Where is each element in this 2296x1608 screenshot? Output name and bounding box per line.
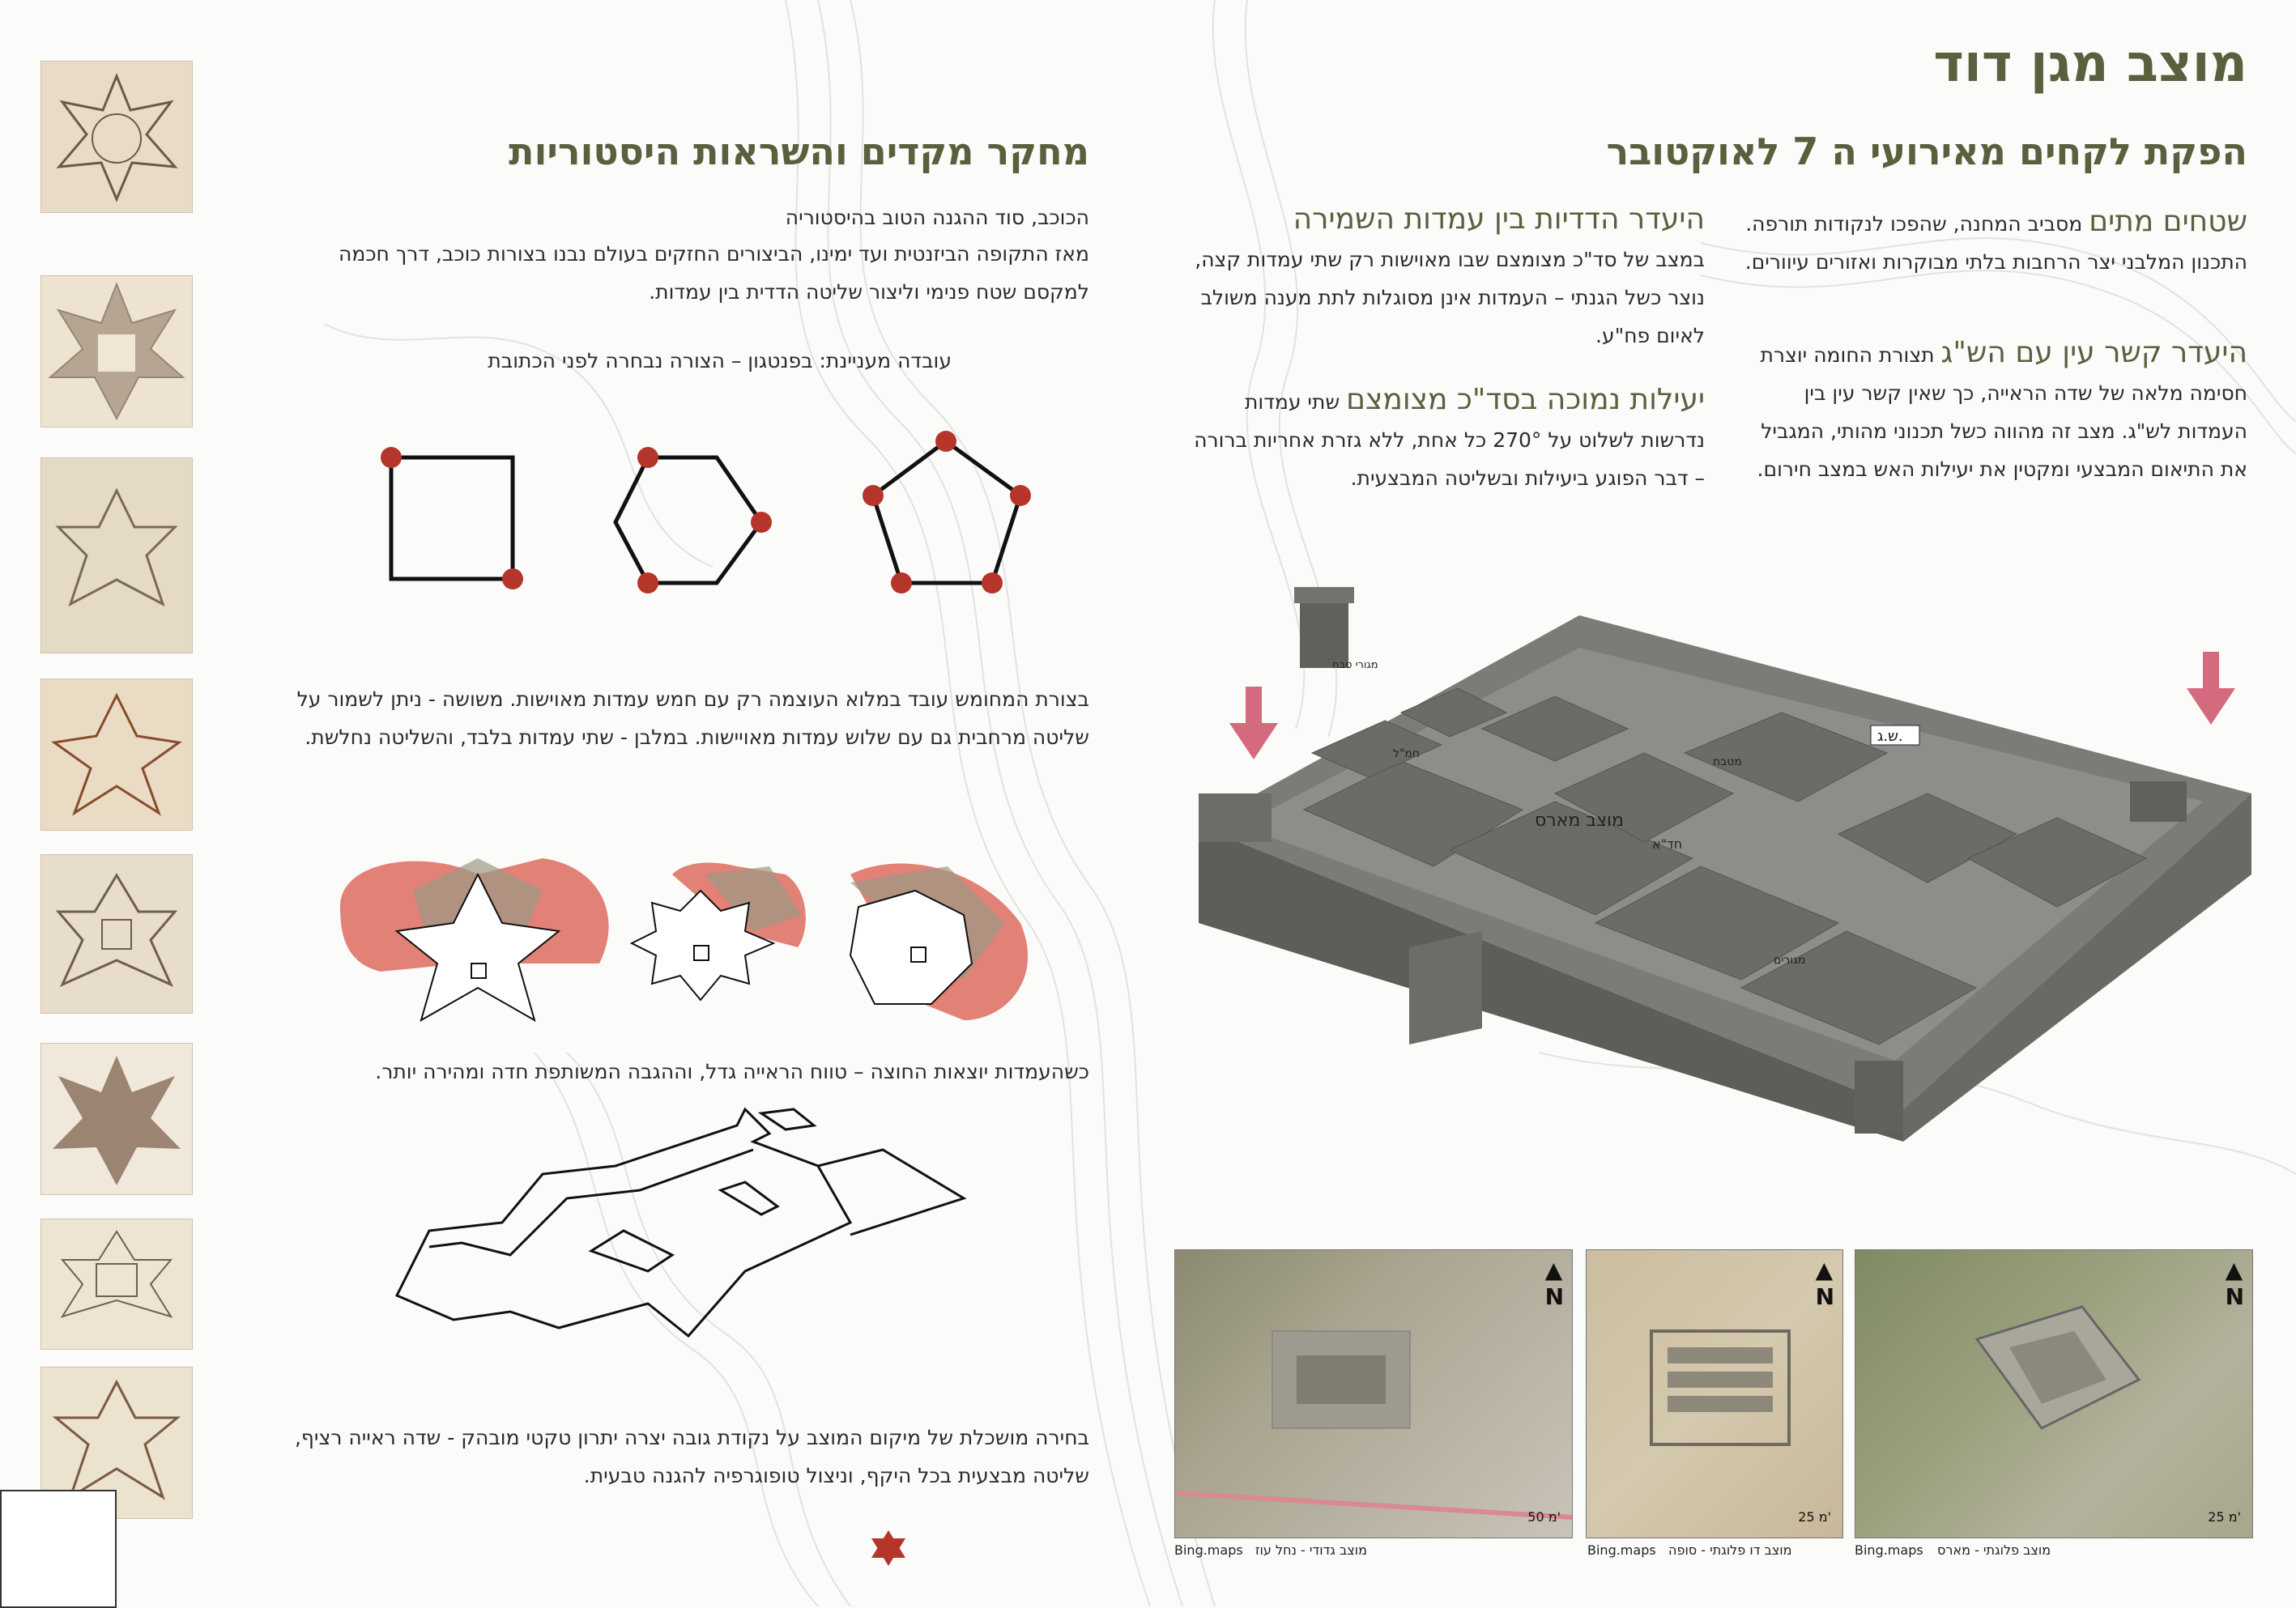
research-title: מחקר מקדים והשראות היסטוריות bbox=[509, 130, 1089, 173]
post-dot bbox=[1010, 485, 1031, 506]
fort-thumbnail-3 bbox=[40, 457, 193, 653]
fort-thumbnail-2 bbox=[40, 275, 193, 428]
post-dot bbox=[751, 512, 772, 533]
lessons-title: הפקת לקחים מאירועי ה 7 לאוקטובר bbox=[1606, 130, 2247, 173]
empty-frame bbox=[0, 1490, 117, 1608]
post-dot bbox=[502, 568, 523, 589]
fortress-sketch bbox=[381, 1101, 1029, 1352]
north-label: N bbox=[1544, 1283, 1564, 1310]
no-mutual-heading: היעדר הדדיות בין עמדות השמירה bbox=[1293, 202, 1705, 236]
north-arrow-icon: ▲ N bbox=[1815, 1257, 1834, 1310]
polygons-diagram bbox=[348, 421, 1061, 607]
guard-label: מגורי טבח bbox=[1332, 659, 1378, 671]
scale-label: 25 מ' bbox=[1798, 1509, 1831, 1525]
fort-thumbnail-1 bbox=[40, 61, 193, 213]
pentagon-text: בצורת המחומש עובד במלוא העוצמה רק עם חמש עמדות מאוישות. משושה - ניתן לשמור על שליטה מרחבית גם עם שלוש עמדות מאויישות. במלבן - שתי עמדות בלבד, והשליטה נחלשת. bbox=[296, 687, 1089, 749]
fort-thumbnail-5 bbox=[40, 854, 193, 1014]
bing-credit: Bing.maps bbox=[1587, 1542, 1656, 1558]
hadra-label: חד"א bbox=[1652, 836, 1683, 852]
outward-text: כשהעמדות יוצאות החוצה – טווח הראייה גדל, וההגבה המשותפת חדה ומהירה יותר. bbox=[375, 1060, 1089, 1083]
fort-thumbnail-7 bbox=[40, 1219, 193, 1350]
caption-1: מוצב פלוגתי - מארס bbox=[1937, 1542, 2051, 1558]
eight-point-star-field bbox=[632, 863, 806, 1000]
intro-line2: מאז התקופה הביזנטית ועד ימינו, הביצורים החזקים בעולם נבנו בצורות כוכב, דרך חכמה למקסם שטח פנימי וליצור שליטה הדדית בין עמדות. bbox=[339, 242, 1089, 304]
satellite-image-3 bbox=[1174, 1249, 1573, 1538]
six-point-star-field bbox=[340, 858, 609, 1020]
north-label: N bbox=[1815, 1283, 1834, 1310]
outpost-3d-model bbox=[1174, 583, 2268, 1142]
post-dot bbox=[863, 485, 884, 506]
site-text: בחירה מושכלת של מיקום המוצב על נקודת גובה יצרה יתרון טקטי מובהק - שדה ראייה רציף, שליטה מבצעית בכל היקף, וניצול טופוגרפיה להגנה טבעית. bbox=[294, 1426, 1089, 1487]
post-dot bbox=[982, 572, 1003, 593]
north-arrow-icon: ▲ N bbox=[1544, 1257, 1564, 1310]
pentagon-shape bbox=[873, 441, 1020, 583]
page-title: מוצב מגן דוד bbox=[1933, 34, 2247, 94]
dead-zones-text: מסביב המחנה, שהפכו לנקודות תורפה. התכנון המלבני יצר הרחבות בלתי מבוקרות ואזורים עיוורים. bbox=[1744, 212, 2247, 274]
no-mutual-text: במצב של סד"כ מצומצם שבו מאוישות רק שתי עמדות קצה, נוצר כשל הגנתי – העמדות אינן מסוגלות לתת מענה משולב לאיום פח"ע. bbox=[1195, 248, 1705, 347]
no-contact-block bbox=[1729, 334, 2247, 488]
scale-label: 50 מ' bbox=[1527, 1509, 1561, 1525]
satellite-image-1 bbox=[1855, 1249, 2253, 1538]
star-forts-diagram bbox=[332, 842, 1045, 1036]
hamal-label: חמ"ל bbox=[1393, 747, 1421, 760]
caption-3: מוצב גדודי - נחל עוז bbox=[1255, 1542, 1367, 1558]
fort-thumbnail-6 bbox=[40, 1043, 193, 1195]
low-efficiency-text: שתי עמדות נדרשות לשלוט על 270° כל אחת, ללא גזרת אחריות ברורה – דבר הפוגע ביעילות ובשליטה המבצעית. bbox=[1194, 390, 1705, 490]
gate-label: ש.ג. bbox=[1877, 728, 1903, 745]
scale-label: 25 מ' bbox=[2208, 1509, 2241, 1525]
north-arrow-icon: ▲ N bbox=[2225, 1257, 2244, 1310]
low-efficiency-heading: יעילות נמוכה בסד"כ מצומצם bbox=[1346, 383, 1705, 416]
star-of-david-icon bbox=[869, 1529, 908, 1568]
magaz-label: מגורים bbox=[1774, 954, 1806, 967]
pentagon-note: עובדה מעניינת: בפנטגון – הצורה נבחרה לפני הכתובת bbox=[488, 349, 952, 372]
north-label: N bbox=[2225, 1283, 2244, 1310]
satellite-image-2 bbox=[1586, 1249, 1843, 1538]
low-efficiency-block bbox=[1186, 381, 1705, 497]
no-contact-text: תצורת החומה יוצרת חסימה מלאה של שדה הראייה, כך שאין קשר עין בין העמדות לש"ג. מצב זה מהווה כשל תכנוני מהותי, המגביל את התיאום המבצעי ומקטין את יעילות האש במצב חירום. bbox=[1757, 343, 2247, 481]
mars-label: מוצב מארס bbox=[1534, 810, 1624, 831]
hexagon-star-field bbox=[850, 864, 1028, 1021]
fort-thumbnail-4 bbox=[40, 679, 193, 831]
bing-credit: Bing.maps bbox=[1855, 1542, 1923, 1558]
no-contact-heading: היעדר קשר עין עם הש"ג bbox=[1940, 336, 2247, 369]
kitchen-label: מטבח bbox=[1713, 755, 1742, 768]
post-dot bbox=[637, 572, 658, 593]
square-shape bbox=[391, 457, 513, 579]
caption-2: מוצב דו פלוגתי - סופה bbox=[1668, 1542, 1792, 1558]
post-dot bbox=[381, 447, 402, 468]
dead-zones-heading: שטחים מתים bbox=[2089, 205, 2247, 238]
dead-zones-block bbox=[1729, 202, 2247, 281]
hexagon-shape bbox=[616, 457, 761, 583]
post-dot bbox=[891, 572, 912, 593]
bing-credit: Bing.maps bbox=[1174, 1542, 1243, 1558]
post-dot bbox=[637, 447, 658, 468]
intro-line1: הכוכב, סוד ההגנה הטוב בהיסטוריה bbox=[785, 206, 1089, 229]
post-dot bbox=[935, 431, 956, 452]
